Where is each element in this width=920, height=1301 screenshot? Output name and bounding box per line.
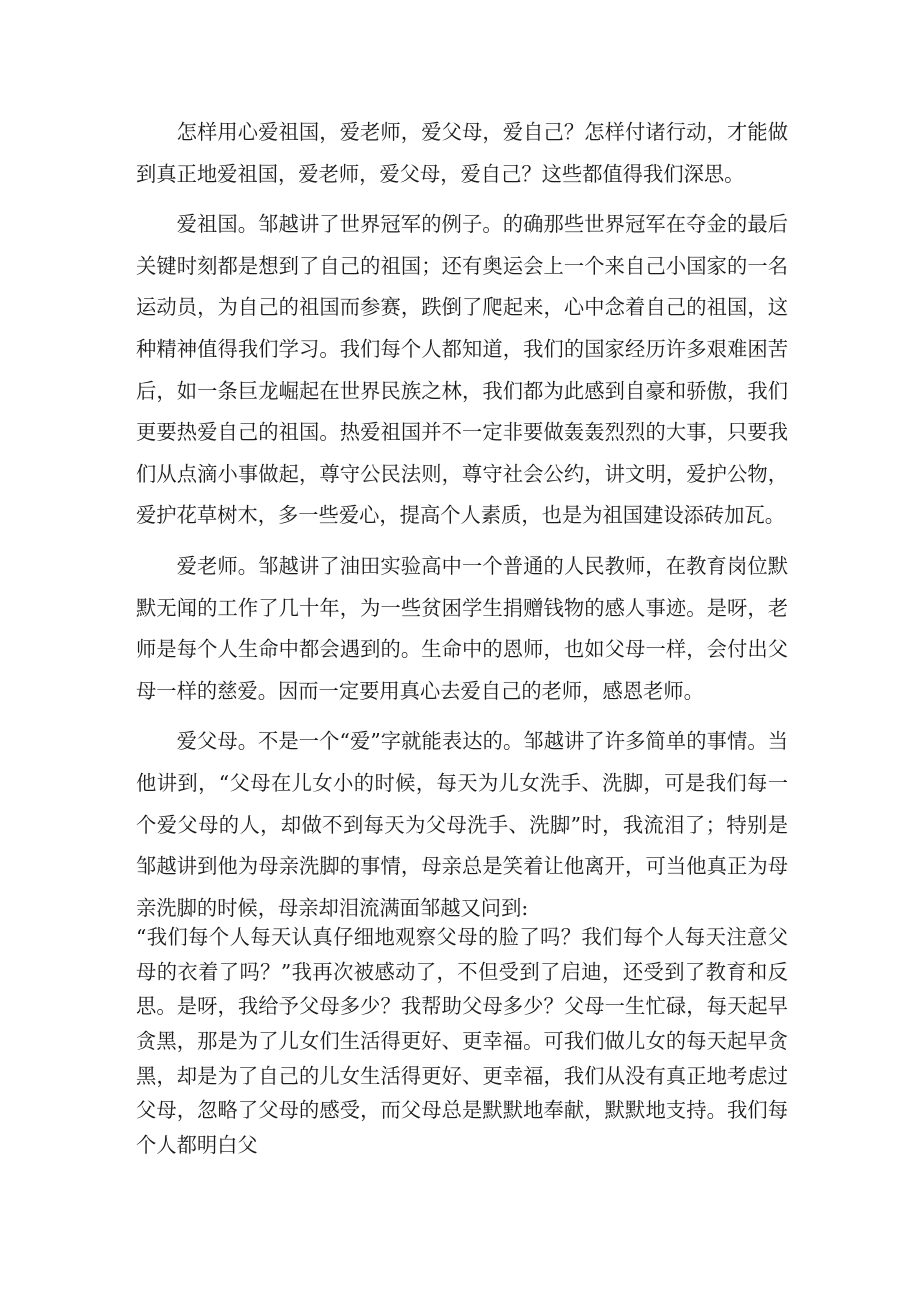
paragraph-gap xyxy=(136,195,788,204)
paragraph-love-teacher: 爱老师。邹越讲了油田实验高中一个普通的人民教师，在教育岗位默默无闻的工作了几十年，为一些贫困学生捐赠钱物的感人事迹。是呀，老师是每个人生命中都会遇到的。生命中的恩师，也如父母一样，会付出父母一样的慈爱。因而一定要用真心去爱自己的老师，感恩老师。 xyxy=(136,553,788,703)
document-page xyxy=(136,112,788,1162)
paragraph-love-country: 爱祖国。邹越讲了世界冠军的例子。的确那些世界冠军在夺金的最后关键时刻都是想到了自己的祖国；还有奥运会上一个来自己小国家的一名运动员，为自己的祖国而参赛，跌倒了爬起来，心中念着自己的祖国，这种精神值得我们学习。我们每个人都知道，我们的国家经历许多艰难困苦后，如一条巨龙崛起在世界民族之林，我们都为此感到自豪和骄傲，我们更要热爱自己的祖国。热爱祖国并不一定非要做轰轰烈烈的大事，只要我们从点滴小事做起，尊守公民法则，尊守社会公约，讲文明，爱护公物，爱护花草树木，多一些爱心，提高个人素质，也是为祖国建设添砖加瓦。 xyxy=(136,212,788,528)
paragraph-intro: 怎样用心爱祖国，爱老师，爱父母，爱自己？怎样付诸行动，才能做到真正地爱祖国，爱老师，爱父母，爱自己？这些都值得我们深思。 xyxy=(136,120,788,186)
paragraph-love-parents: 爱父母。不是一个“爱”字就能表达的。邹越讲了许多简单的事情。当他讲到，“父母在儿女小的时候，每天为儿女洗手、洗脚，可是我们每一个爱父母的人，却做不到每天为父母洗手、洗脚”时，我流泪了；特别是邹越讲到他为母亲洗脚的事情，母亲总是笑着让他离开，可当他真正为母亲洗脚的时候，母亲却泪流满面邹越又问到: xyxy=(136,729,788,920)
paragraph-gap xyxy=(136,712,788,721)
paragraph-gap xyxy=(136,537,788,546)
paragraph-reflection: “我们每个人每天认真仔细地观察父母的脸了吗？我们每个人每天注意父母的衣着了吗？”我再次被感动了，不但受到了启迪，还受到了教育和反思。是呀，我给予父母多少？我帮助父母多少？父母一生忙碌，每天起早贪黑，那是为了儿女们生活得更好、更幸福。可我们做儿女的每天起早贪黑，却是为了自己的儿女生活得更好、更幸福，我们从没有真正地考虑过父母，忽略了父母的感受，而父母总是默默地奉献，默默地支持。我们每个人都明白父 xyxy=(136,925,788,1157)
